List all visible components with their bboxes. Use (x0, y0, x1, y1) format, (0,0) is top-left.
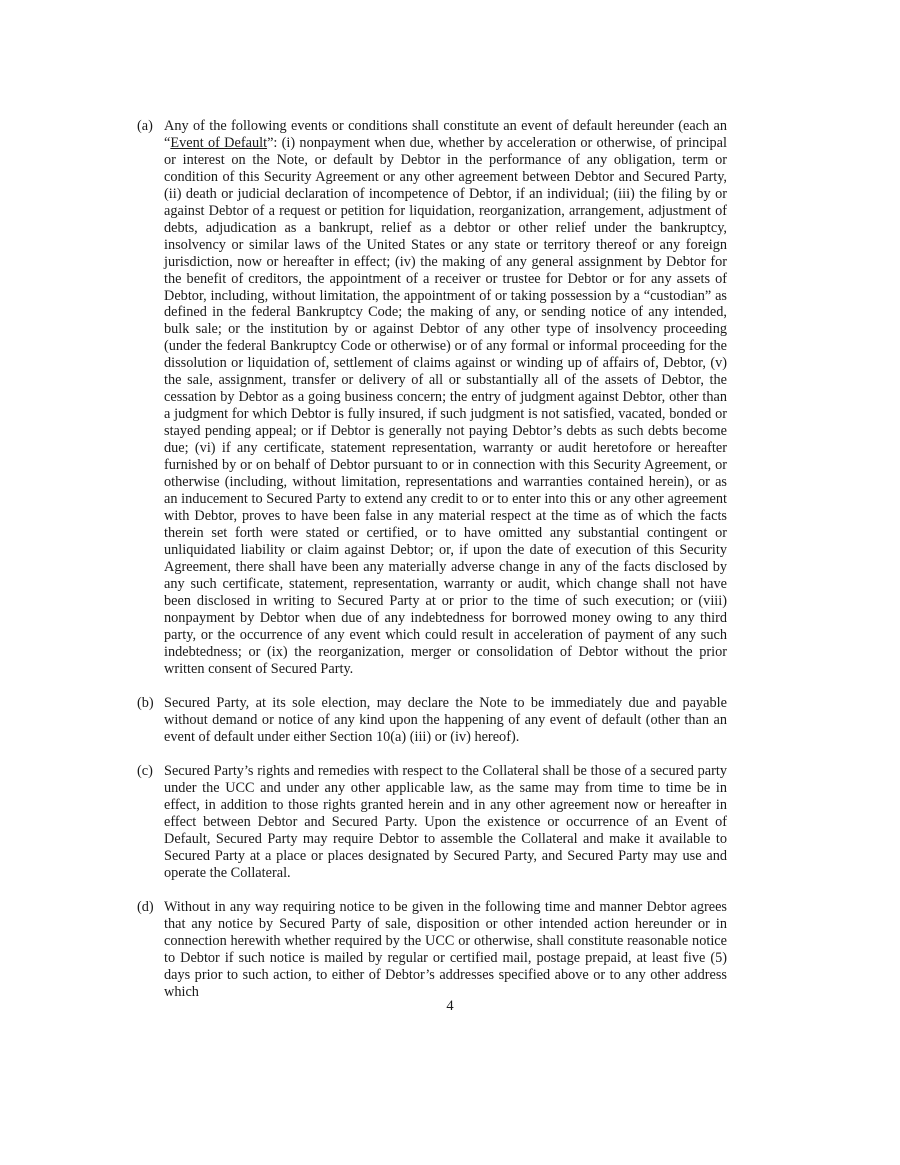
clause-label: (d) (137, 899, 154, 916)
clause-label: (a) (137, 118, 153, 134)
clause-text: Secured Party’s rights and remedies with respect to the Collateral shall be those of a secured party under the UCC and under any other applicable law, as the same may from time to time be in effect, in addition to those rights granted herein and in any other agreement now or hereafter in effect between Debtor and Secured Party. Upon the existence or occurrence of an Event of Default, Secured Party may require Debtor to assemble the Collateral and make it available to Secured Party at a place or places designated by Secured Party, and Secured Party may use and operate the Collateral. (164, 763, 727, 882)
clause-text (164, 118, 727, 677)
clause-b (137, 695, 727, 746)
clause-d (137, 899, 727, 1001)
default-clauses (137, 118, 727, 1019)
clause-text: Secured Party, at its sole election, may declare the Note to be immediately due and payable without demand or notice of any kind upon the happening of any event of default (other than an event of default under either Section 10(a) (iii) or (iv) hereof). (164, 694, 727, 745)
defined-term-event-of-default: Event of Default (170, 134, 268, 151)
clause-body: ”: (i) nonpayment when due, whether by acceleration or otherwise, of principal or interest on the Note, or default by Debtor in the performance of any obligation, term or condition of this Security Agreement or any other agreement between Debtor and Secured Party, (ii) death or judicial declaration of incompetence of Debtor, if an individual; (iii) the filing by or against Debtor of a request or petition for liquidation, reorganization, arrangement, adjustment of debts, adjudication as a bankrupt, relief as a debtor or other relief under the bankruptcy, insolvency or similar laws of the United States or any state or territory thereof or any foreign jurisdiction, now or hereafter in effect; (iv) the making of any general assignment by Debtor for the benefit of creditors, the appointment of a receiver or trustee for Debtor or for any assets of Debtor, including, without limitation, the appointment of or taking possession by a “custodian” as defined in the federal Bankruptcy Code; the making of any, or sending notice of any intended, bulk sale; or the institution by or against Debtor of any other type of insolvency proceeding (under the federal Bankruptcy Code or otherwise) or of any formal or informal proceeding for the dissolution or liquidation of, settlement of claims against or winding up of affairs of, Debtor, (v) the sale, assignment, transfer or delivery of all or substantially all of the assets of Debtor, the cessation by Debtor as a going business concern; the entry of judgment against Debtor, other than a judgment for which Debtor is fully insured, if such judgment is not satisfied, vacated, bonded or stayed pending appeal; or if Debtor is generally not paying Debtor’s debts as such debts become due; (vi) if any certificate, statement representation, warranty or audit heretofore or hereafter furnished by or on behalf of Debtor pursuant to or in connection with this Security Agreement, or otherwise (including, without limitation, representations and warranties contained herein), or as an inducement to Secured Party to extend any credit to or to enter into this or any other agreement with Debtor, proves to have been false in any material respect at the time as of which the facts therein set forth were stated or certified, or to have omitted any substantial contingent or unliquidated liability or claim against Debtor; or, if upon the date of execution of this Security Agreement, there shall have been any materially adverse change in any of the facts disclosed by any such certificate, statement, representation, warranty or audit, which change shall not have been disclosed in writing to Secured Party at or prior to the time of such execution; or (viii) nonpayment by Debtor when due of any indebtedness for borrowed money owing to any third party, or the occurrence of any event which could result in acceleration of payment of any such indebtedness; or (ix) the reorganization, merger or consolidation of Debtor without the prior written consent of Secured Party. (164, 134, 728, 677)
clause-c (137, 763, 727, 882)
page-number: 4 (446, 998, 454, 1014)
clause-a (137, 118, 727, 677)
clause-intro: Any of the following events or conditions shall constitute an event of default hereunder (each an “ (164, 118, 727, 151)
clause-label: (c) (137, 763, 153, 780)
clause-text: Without in any way requiring notice to be given in the following time and manner Debtor agrees that any notice by Secured Party of sale, disposition or other intended action hereunder or in connection herewith whether required by the UCC or otherwise, shall constitute reasonable notice to Debtor if such notice is mailed by regular or certified mail, postage prepaid, at least five (5) days prior to such action, to either of Debtor’s addresses specified above or to any other address which (164, 899, 727, 1001)
clause-label: (b) (137, 694, 154, 711)
